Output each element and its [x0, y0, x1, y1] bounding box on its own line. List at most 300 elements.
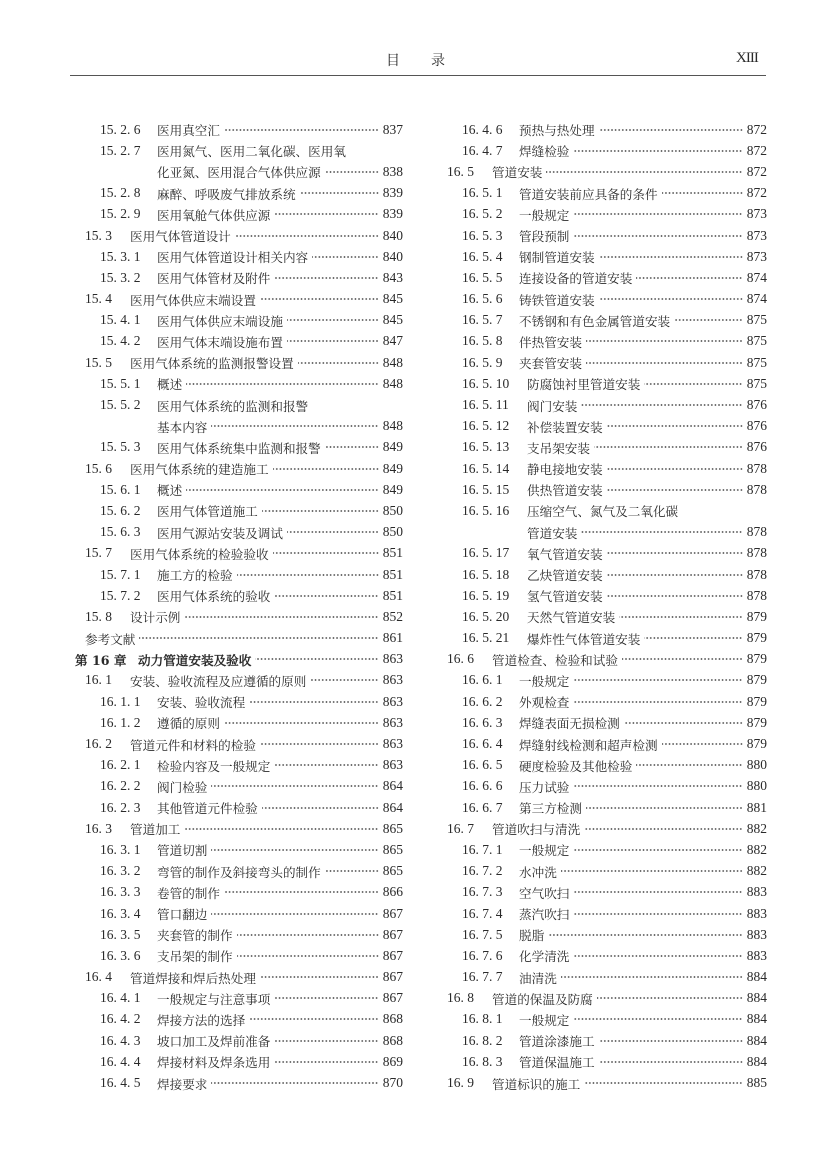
dot-leader — [274, 995, 378, 1001]
entry-title: 伴热管安装 — [519, 334, 582, 350]
dot-leader — [636, 762, 742, 768]
entry-title: 爆炸性气体管道安装 — [527, 631, 641, 647]
dot-leader — [561, 868, 743, 874]
toc-entry[interactable] — [437, 967, 767, 988]
toc-entry[interactable] — [75, 606, 403, 627]
entry-number: 16. 3. 2 — [100, 863, 141, 879]
toc-entry[interactable] — [75, 394, 403, 415]
toc-entry[interactable] — [75, 289, 403, 310]
dot-leader — [211, 1080, 378, 1086]
entry-title: 参考文献 — [85, 631, 136, 647]
entry-page: 878 — [746, 587, 767, 603]
toc-entry[interactable] — [75, 140, 403, 161]
toc-entry[interactable] — [437, 797, 767, 818]
toc-entry[interactable] — [437, 585, 767, 606]
dot-leader — [274, 1038, 378, 1044]
dot-leader — [624, 720, 743, 726]
entry-number: 15. 6. 3 — [100, 524, 141, 540]
entry-title: 钢制管道安装 — [519, 250, 595, 266]
entry-page: 843 — [382, 269, 403, 285]
toc-right-column — [437, 119, 767, 1094]
dot-leader — [184, 826, 378, 832]
toc-entry[interactable] — [437, 225, 767, 246]
entry-page: 849 — [382, 460, 403, 476]
dot-leader — [586, 338, 743, 344]
entry-title: 麻醉、呼吸废气排放系统 — [157, 186, 296, 202]
dot-leader — [573, 233, 742, 239]
entry-number: 16. 2 — [85, 736, 112, 752]
toc-entry[interactable] — [437, 839, 767, 860]
toc-entry[interactable] — [75, 310, 403, 331]
dot-leader — [607, 593, 743, 599]
entry-title: 医用气体管道设计 — [130, 229, 231, 245]
entry-number: 16. 6. 3 — [462, 714, 503, 730]
entry-title: 医用气体供应末端设置 — [130, 292, 256, 308]
entry-page: 883 — [746, 905, 767, 921]
dot-leader — [325, 868, 379, 874]
entry-title: 第三方检测 — [519, 801, 582, 817]
entry-title: 坡口加工及焊前准备 — [157, 1034, 271, 1050]
dot-leader — [237, 932, 379, 938]
entry-page: 882 — [746, 841, 767, 857]
dot-leader — [573, 847, 742, 853]
toc-entry[interactable] — [437, 1009, 767, 1030]
entry-page: 847 — [382, 333, 403, 349]
toc-entry[interactable] — [75, 712, 403, 733]
toc-entry[interactable] — [75, 585, 403, 606]
entry-title: 管道元件和材料的检验 — [130, 737, 256, 753]
toc-entry[interactable] — [437, 903, 767, 924]
entry-number: 15. 3. 2 — [100, 269, 141, 285]
toc-entry[interactable] — [437, 818, 767, 839]
dot-leader — [573, 699, 742, 705]
entry-title: 管道涂漆施工 — [519, 1034, 595, 1050]
entry-title: 管道标识的施工 — [492, 1076, 581, 1092]
dot-leader — [573, 911, 742, 917]
entry-number: 16. 6 — [447, 651, 474, 667]
toc-entry[interactable] — [75, 416, 403, 437]
dot-leader — [211, 847, 378, 853]
dot-leader — [274, 762, 378, 768]
toc-entry[interactable] — [75, 1072, 403, 1093]
toc-entry[interactable] — [437, 670, 767, 691]
toc-entry[interactable] — [75, 776, 403, 797]
entry-number: 16. 7. 1 — [462, 841, 503, 857]
entry-title: 管道吹扫与清洗 — [492, 822, 581, 838]
toc-entry[interactable] — [437, 606, 767, 627]
entry-page: 878 — [746, 566, 767, 582]
toc-entry[interactable] — [75, 543, 403, 564]
entry-title: 焊接材料及焊条选用 — [157, 1055, 271, 1071]
entry-page: 874 — [746, 291, 767, 307]
entry-page: 848 — [382, 418, 403, 434]
toc-entry[interactable] — [75, 649, 403, 670]
toc-entry[interactable] — [75, 437, 403, 458]
entry-title: 一般规定 — [519, 673, 570, 689]
dot-leader — [573, 677, 742, 683]
toc-entry[interactable] — [75, 204, 403, 225]
dot-leader — [273, 550, 379, 556]
entry-title: 概述 — [157, 483, 183, 499]
dot-leader — [237, 953, 379, 959]
dot-leader — [211, 911, 378, 917]
dot-leader — [644, 635, 742, 641]
toc-entry[interactable] — [75, 797, 403, 818]
toc-entry[interactable] — [437, 331, 767, 352]
entry-page: 863 — [382, 714, 403, 730]
toc-entry[interactable] — [75, 225, 403, 246]
entry-title: 管道安装 — [492, 165, 543, 181]
toc-entry[interactable] — [75, 373, 403, 394]
entry-page: 863 — [382, 736, 403, 752]
entry-title: 预热与热处理 — [519, 123, 595, 139]
entry-number: 16. 3 — [85, 820, 112, 836]
toc-entry[interactable] — [437, 289, 767, 310]
toc-entry[interactable] — [437, 267, 767, 288]
entry-number: 15. 4. 2 — [100, 333, 141, 349]
dot-leader — [325, 169, 379, 175]
dot-leader — [586, 805, 743, 811]
page-number-roman: XIII — [736, 50, 758, 66]
entry-title: 医用气体系统的监测报警设置 — [130, 356, 294, 372]
dot-leader — [255, 656, 378, 662]
entry-title: 氢气管道安装 — [527, 589, 603, 605]
entry-number: 15. 3. 1 — [100, 248, 141, 264]
toc-entry[interactable] — [75, 331, 403, 352]
entry-title: 硬度检验及其他检验 — [519, 758, 633, 774]
toc-entry[interactable] — [75, 882, 403, 903]
entry-number: 15. 5. 2 — [100, 397, 141, 413]
entry-page: 884 — [746, 990, 767, 1006]
entry-title: 阀门检验 — [157, 779, 208, 795]
entry-page: 884 — [746, 1053, 767, 1069]
dot-leader — [644, 381, 742, 387]
toc-entry[interactable] — [75, 161, 403, 182]
dot-leader — [573, 211, 742, 217]
entry-page: 883 — [746, 884, 767, 900]
entry-page: 879 — [746, 630, 767, 646]
entry-page: 868 — [382, 1032, 403, 1048]
entry-page: 872 — [746, 185, 767, 201]
entry-title: 连接设备的管道安装 — [519, 271, 633, 287]
dot-leader — [607, 487, 743, 493]
dot-leader — [273, 466, 379, 472]
toc-entry[interactable] — [75, 670, 403, 691]
toc-entry[interactable] — [75, 903, 403, 924]
toc-entry[interactable] — [437, 522, 767, 543]
dot-leader — [300, 190, 379, 196]
entry-number: 16. 5. 3 — [462, 227, 503, 243]
entry-title: 焊缝表面无损检测 — [519, 716, 620, 732]
dot-leader — [262, 805, 379, 811]
entry-number: 第 16 章 — [75, 652, 127, 668]
dot-leader — [619, 614, 743, 620]
dot-leader — [573, 783, 742, 789]
dot-leader — [224, 127, 379, 133]
dot-leader — [546, 169, 742, 175]
toc-entry[interactable] — [437, 649, 767, 670]
entry-title: 医用气体管材及附件 — [157, 271, 271, 287]
toc-entry[interactable] — [75, 818, 403, 839]
entry-title: 脱脂 — [519, 928, 545, 944]
entry-page: 878 — [746, 460, 767, 476]
entry-number: 15. 2. 7 — [100, 142, 141, 158]
entry-page: 849 — [382, 481, 403, 497]
toc-entry[interactable] — [437, 352, 767, 373]
entry-number: 16. 5. 13 — [462, 439, 510, 455]
dot-leader — [573, 953, 742, 959]
entry-title: 医用氧舱气体供应源 — [157, 207, 271, 223]
entry-number: 16. 8. 1 — [462, 1011, 503, 1027]
entry-page: 876 — [746, 439, 767, 455]
entry-title: 安装、验收流程及应遵循的原则 — [130, 673, 307, 689]
toc-entry[interactable] — [75, 924, 403, 945]
toc-entry[interactable] — [75, 267, 403, 288]
entry-page: 840 — [382, 248, 403, 264]
entry-number: 16. 4. 7 — [462, 142, 503, 158]
dot-leader — [573, 889, 742, 895]
entry-page: 872 — [746, 163, 767, 179]
toc-entry[interactable] — [75, 733, 403, 754]
dot-leader — [607, 550, 743, 556]
entry-page: 880 — [746, 757, 767, 773]
toc-entry[interactable] — [437, 437, 767, 458]
toc-entry[interactable] — [75, 628, 403, 649]
toc-entry[interactable] — [75, 458, 403, 479]
dot-leader — [211, 783, 378, 789]
toc-entry[interactable] — [437, 733, 767, 754]
toc-entry[interactable] — [75, 246, 403, 267]
toc-entry[interactable] — [437, 246, 767, 267]
toc-entry[interactable] — [437, 924, 767, 945]
toc-entry[interactable] — [437, 882, 767, 903]
entry-title: 医用氮气、医用二氧化碳、医用氧 — [157, 144, 346, 160]
toc-entry[interactable] — [75, 522, 403, 543]
entry-number: 16. 4. 5 — [100, 1075, 141, 1091]
entry-title: 卷管的制作 — [157, 885, 220, 901]
entry-title: 防腐蚀衬里管道安装 — [527, 377, 641, 393]
entry-title: 医用气体末端设施布置 — [157, 334, 283, 350]
entry-number: 16. 5. 7 — [462, 312, 503, 328]
entry-page: 852 — [382, 608, 403, 624]
dot-leader — [561, 974, 743, 980]
dot-leader — [581, 529, 742, 535]
dot-leader — [274, 275, 378, 281]
entry-title: 医用气体系统集中监测和报警 — [157, 440, 321, 456]
entry-number: 16. 6. 1 — [462, 672, 503, 688]
toc-entry[interactable] — [75, 691, 403, 712]
entry-number: 16. 3. 5 — [100, 926, 141, 942]
entry-number: 15. 7. 1 — [100, 566, 141, 582]
toc-entry[interactable] — [437, 564, 767, 585]
toc-entry[interactable] — [437, 183, 767, 204]
entry-page: 882 — [746, 820, 767, 836]
entry-page: 865 — [382, 863, 403, 879]
entry-page: 868 — [382, 1011, 403, 1027]
header-title-right: 录 — [431, 53, 445, 69]
entry-number: 16. 6. 7 — [462, 799, 503, 815]
entry-title: 遵循的原则 — [157, 716, 220, 732]
dot-leader — [573, 148, 742, 154]
toc-entry[interactable] — [437, 416, 767, 437]
entry-page: 881 — [746, 799, 767, 815]
dot-leader — [211, 423, 378, 429]
toc-entry[interactable] — [437, 988, 767, 1009]
entry-number: 16. 7. 3 — [462, 884, 503, 900]
toc-entry[interactable] — [437, 394, 767, 415]
entry-number: 15. 7. 2 — [100, 587, 141, 603]
toc-entry[interactable] — [437, 1030, 767, 1051]
entry-title: 空气吹扫 — [519, 885, 570, 901]
entry-title: 化亚氮、医用混合气体供应源 — [157, 165, 321, 181]
toc-entry[interactable] — [437, 119, 767, 140]
header-title-left: 目 — [386, 53, 400, 69]
toc-entry[interactable] — [437, 310, 767, 331]
entry-number: 16. 5. 21 — [462, 630, 510, 646]
toc-entry[interactable] — [437, 479, 767, 500]
dot-leader — [224, 720, 379, 726]
entry-number: 15. 5. 3 — [100, 439, 141, 455]
toc-entry[interactable] — [437, 543, 767, 564]
toc-entry[interactable] — [75, 479, 403, 500]
entry-number: 15. 2. 6 — [100, 121, 141, 137]
entry-number: 15. 4. 1 — [100, 312, 141, 328]
entry-title: 夹套管的制作 — [157, 928, 233, 944]
entry-number: 16. 5. 14 — [462, 460, 510, 476]
entry-page: 869 — [382, 1053, 403, 1069]
dot-leader — [662, 741, 743, 747]
entry-page: 876 — [746, 418, 767, 434]
toc-entry[interactable] — [437, 945, 767, 966]
toc-entry[interactable] — [75, 861, 403, 882]
entry-title: 检验内容及一般规定 — [157, 758, 271, 774]
entry-title: 管道检查、检验和试验 — [492, 652, 618, 668]
dot-leader — [599, 127, 743, 133]
dot-leader — [310, 677, 378, 683]
toc-entry[interactable] — [75, 755, 403, 776]
entry-number: 16. 2. 1 — [100, 757, 141, 773]
dot-leader — [298, 360, 379, 366]
entry-title: 医用气体供应末端设施 — [157, 313, 283, 329]
toc-entry[interactable] — [75, 1051, 403, 1072]
entry-title: 管道焊接和焊后热处理 — [130, 970, 256, 986]
dot-leader — [274, 593, 378, 599]
toc-entry[interactable] — [75, 839, 403, 860]
toc-entry[interactable] — [75, 967, 403, 988]
dot-leader — [607, 423, 743, 429]
toc-entry[interactable] — [75, 183, 403, 204]
entry-number: 16. 4. 3 — [100, 1032, 141, 1048]
toc-entry[interactable] — [437, 1051, 767, 1072]
entry-title: 管道保温施工 — [519, 1055, 595, 1071]
entry-number: 15. 4 — [85, 291, 112, 307]
entry-page: 873 — [746, 227, 767, 243]
toc-entry[interactable] — [75, 988, 403, 1009]
dot-leader — [274, 1059, 378, 1065]
toc-entry[interactable] — [437, 755, 767, 776]
toc-entry[interactable] — [437, 628, 767, 649]
entry-page: 880 — [746, 778, 767, 794]
entry-title: 其他管道元件检验 — [157, 801, 258, 817]
toc-entry[interactable] — [437, 140, 767, 161]
entry-number: 16. 6. 6 — [462, 778, 503, 794]
toc-entry[interactable] — [75, 1030, 403, 1051]
entry-number: 16. 3. 3 — [100, 884, 141, 900]
toc-entry[interactable] — [75, 564, 403, 585]
entry-title: 基本内容 — [157, 419, 208, 435]
toc-entry[interactable] — [75, 500, 403, 521]
entry-title: 弯管的制作及斜接弯头的制作 — [157, 864, 321, 880]
entry-page: 867 — [382, 969, 403, 985]
entry-page: 883 — [746, 926, 767, 942]
toc-entry[interactable] — [75, 945, 403, 966]
entry-title: 医用气体系统的监测和报警 — [157, 398, 309, 414]
dot-leader — [235, 233, 379, 239]
dot-leader — [636, 275, 742, 281]
entry-page: 884 — [746, 969, 767, 985]
dot-leader — [599, 254, 743, 260]
entry-page: 848 — [382, 375, 403, 391]
toc-entry[interactable] — [437, 161, 767, 182]
entry-page: 863 — [382, 693, 403, 709]
entry-title: 设计示例 — [130, 610, 181, 626]
dot-leader — [287, 317, 379, 323]
toc-entry[interactable] — [437, 776, 767, 797]
toc-entry[interactable] — [75, 119, 403, 140]
entry-page: 863 — [382, 672, 403, 688]
dot-leader — [287, 529, 379, 535]
entry-page: 885 — [746, 1075, 767, 1091]
entry-number: 16. 7. 7 — [462, 969, 503, 985]
entry-page: 867 — [382, 947, 403, 963]
entry-page: 861 — [382, 630, 403, 646]
entry-page: 837 — [382, 121, 403, 137]
toc-entry[interactable] — [75, 352, 403, 373]
toc-entry[interactable] — [437, 691, 767, 712]
toc-entry[interactable] — [437, 373, 767, 394]
dot-leader — [224, 889, 379, 895]
entry-title: 医用气体系统的建造施工 — [130, 462, 269, 478]
entry-number: 15. 2. 8 — [100, 185, 141, 201]
entry-page: 849 — [382, 439, 403, 455]
entry-page: 866 — [382, 884, 403, 900]
toc-entry[interactable] — [437, 204, 767, 225]
entry-title: 管道加工 — [130, 822, 181, 838]
toc-entry[interactable] — [437, 712, 767, 733]
entry-number: 16. 7. 4 — [462, 905, 503, 921]
entry-number: 16. 4. 6 — [462, 121, 503, 137]
entry-title: 水冲洗 — [519, 864, 557, 880]
entry-number: 16. 5. 4 — [462, 248, 503, 264]
entry-number: 15. 5 — [85, 354, 112, 370]
toc-entry[interactable] — [437, 1072, 767, 1093]
entry-number: 15. 7 — [85, 545, 112, 561]
entry-page: 870 — [382, 1075, 403, 1091]
dot-leader — [260, 296, 379, 302]
entry-number: 16. 7 — [447, 820, 474, 836]
toc-entry[interactable] — [437, 861, 767, 882]
dot-leader — [186, 381, 379, 387]
entry-title: 铸铁管道安装 — [519, 292, 595, 308]
toc-entry[interactable] — [437, 458, 767, 479]
entry-title: 医用气体系统的检验验收 — [130, 546, 269, 562]
toc-entry[interactable] — [437, 500, 767, 521]
entry-title: 管道切割 — [157, 843, 208, 859]
entry-number: 16. 6. 2 — [462, 693, 503, 709]
entry-number: 16. 5. 16 — [462, 502, 510, 518]
dot-leader — [584, 1080, 743, 1086]
toc-entry[interactable] — [75, 1009, 403, 1030]
